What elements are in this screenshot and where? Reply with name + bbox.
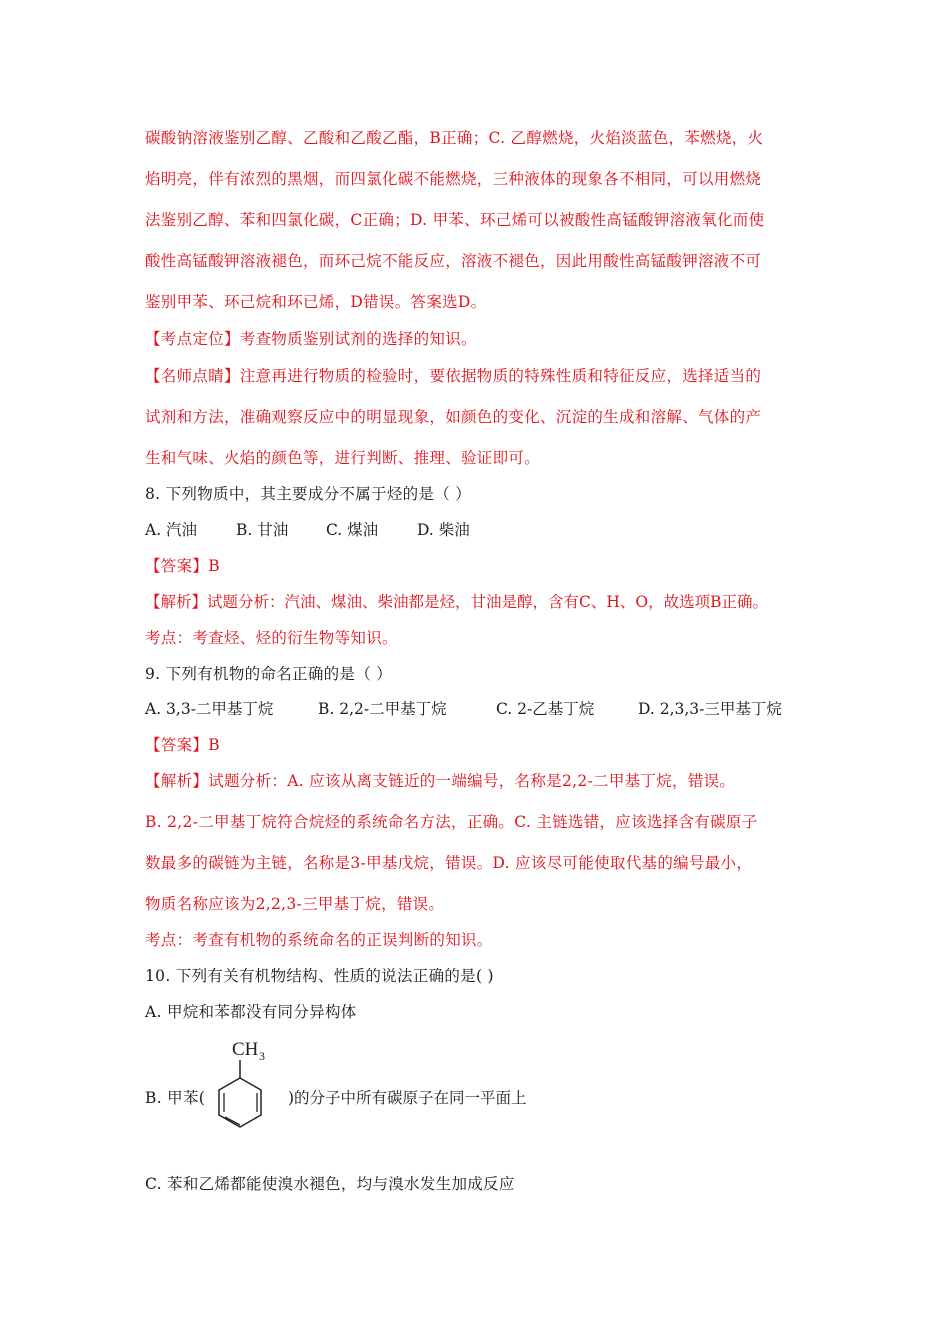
question-10-stem: 10. 下列有关有机物结构、性质的说法正确的是( ) xyxy=(145,967,494,985)
q10-option-b-prefix: B. 甲苯( xyxy=(145,1089,206,1107)
q9-option-b: B. 2,2-二甲基丁烷 xyxy=(318,700,447,718)
q10-option-a: A. 甲烷和苯都没有同分异构体 xyxy=(145,1003,357,1021)
q9-answer: 【答案】B xyxy=(145,736,220,754)
q8-option-b: B. 甘油 xyxy=(236,521,289,539)
question-8-stem: 8. 下列物质中，其主要成分不属于烃的是（ ） xyxy=(145,485,472,503)
toluene-subscript: 3 xyxy=(259,1049,265,1063)
kaodian-dingwei: 【考点定位】考查物质鉴别试剂的选择的知识。 xyxy=(145,330,477,348)
mingshi-dianjing-line: 试剂和方法，准确观察反应中的明显现象，如颜色的变化、沉淀的生成和溶解、气体的产 xyxy=(145,408,762,426)
q9-option-a: A. 3,3-二甲基丁烷 xyxy=(145,700,274,718)
mingshi-dianjing-line: 【名师点睛】注意再进行物质的检验时，要依据物质的特殊性质和特征反应，选择适当的 xyxy=(145,367,762,385)
q8-analysis: 【解析】试题分析：汽油、煤油、柴油都是烃，甘油是醇，含有C、H、O，故选项B正确。 xyxy=(145,593,768,611)
benzene-ring xyxy=(219,1078,261,1127)
q9-kaodian: 考点：考查有机物的系统命名的正误判断的知识。 xyxy=(145,931,493,949)
q8-option-a: A. 汽油 xyxy=(145,521,198,539)
q9-option-d: D. 2,3,3-三甲基丁烷 xyxy=(638,700,782,718)
q8-answer: 【答案】B xyxy=(145,557,220,575)
toluene-structure xyxy=(212,1038,287,1130)
mingshi-dianjing-line: 生和气味、火焰的颜色等，进行判断、推理、验证即可。 xyxy=(145,449,541,467)
q10-option-b-suffix: )的分子中所有碳原子在同一平面上 xyxy=(288,1089,527,1107)
explanation-line: 碳酸钠溶液鉴别乙醇、乙酸和乙酸乙酯，B正确；C. 乙醇燃烧，火焰淡蓝色，苯燃烧，火 xyxy=(145,129,764,147)
q8-option-c: C. 煤油 xyxy=(326,521,379,539)
explanation-line: 法鉴别乙醇、苯和四氯化碳，C正确；D. 甲苯、环己烯可以被酸性高锰酸钾溶液氧化而使 xyxy=(145,211,765,229)
explanation-line: 焰明亮，伴有浓烈的黑烟，而四氯化碳不能燃烧，三种液体的现象各不相同，可以用燃烧 xyxy=(145,170,762,188)
toluene-ch-label: CH xyxy=(232,1039,259,1060)
q9-analysis-line: 物质名称应该为2,2,3-三甲基丁烷，错误。 xyxy=(145,895,445,913)
q9-option-c: C. 2-乙基丁烷 xyxy=(496,700,595,718)
question-9-stem: 9. 下列有机物的命名正确的是（ ） xyxy=(145,665,393,683)
q8-option-d: D. 柴油 xyxy=(417,521,470,539)
q8-kaodian: 考点：考查烃、烃的衍生物等知识。 xyxy=(145,629,398,647)
benzene-double-bond xyxy=(225,1117,240,1125)
q9-analysis-line: 数最多的碳链为主链，名称是3-甲基戊烷，错误。D. 应该尽可能使取代基的编号最小， xyxy=(145,854,753,872)
q9-analysis-line: 【解析】试题分析：A. 应该从离支链近的一端编号，名称是2,2-二甲基丁烷，错误。 xyxy=(145,772,736,790)
q10-option-c: C. 苯和乙烯都能使溴水褪色，均与溴水发生加成反应 xyxy=(145,1175,515,1193)
q9-analysis-line: B. 2,2-二甲基丁烷符合烷烃的系统命名方法，正确。C. 主链选错，应该选择含有碳原子 xyxy=(145,813,758,831)
explanation-line: 鉴别甲苯、环己烷和环已烯，D错误。答案选D。 xyxy=(145,293,487,311)
explanation-line: 酸性高锰酸钾溶液褪色，而环己烷不能反应，溶液不褪色，因此用酸性高锰酸钾溶液不可 xyxy=(145,252,762,270)
